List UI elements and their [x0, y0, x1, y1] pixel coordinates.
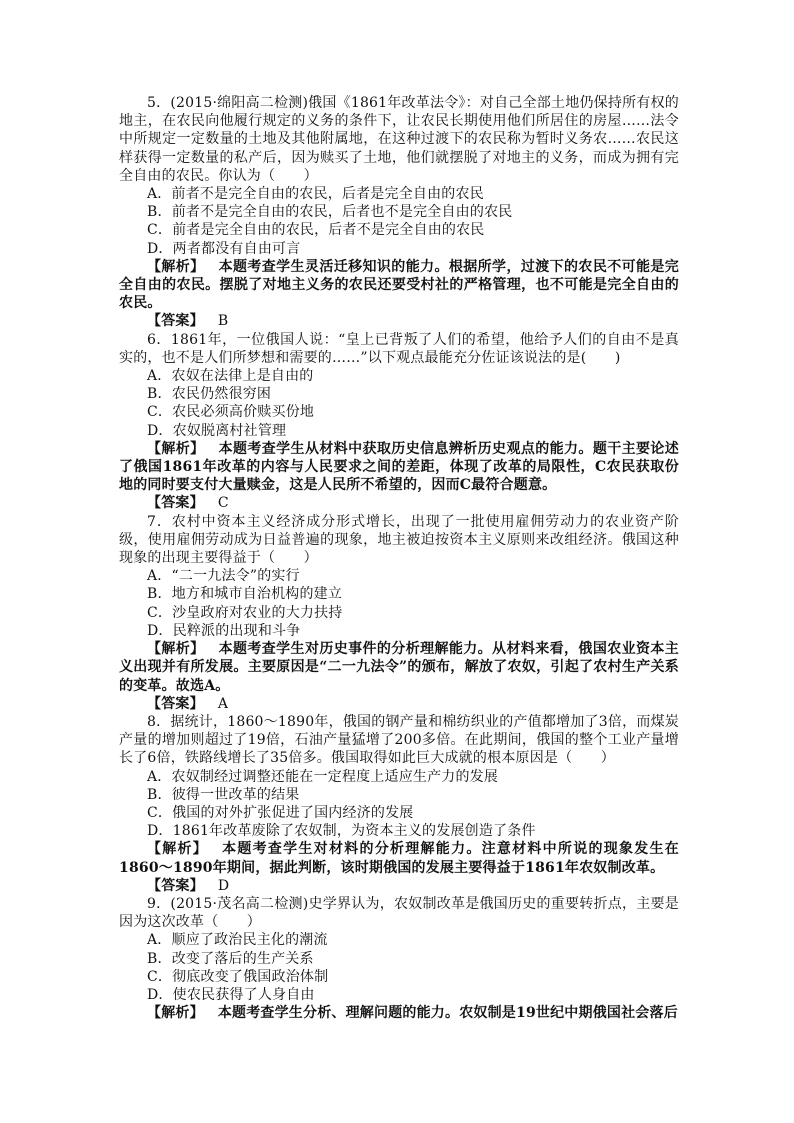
answer-value: C: [217, 495, 229, 512]
question-block: [119, 513, 679, 713]
option-b: B．地方和城市自治机构的建立: [147, 586, 343, 603]
analysis: [119, 640, 679, 695]
option-a: A．前者不是完全自由的农民，后者是完全自由的农民: [147, 186, 484, 203]
answer-label: 【答案】: [147, 695, 204, 712]
question-stem: 8．据统计，1860～1890年，俄国的钢产量和棉纺织业的产值都增加了3倍，而煤炭产量的增加则超过了19倍，石油产量猛增了200多倍。在此期间，俄国的整个工业产量增长了6倍，铁路线增长了35倍多。俄国取得如此巨大成就的根本原因是（ ）: [119, 713, 679, 767]
option-a: A．农奴在法律上是自由的: [147, 368, 314, 385]
answer: [119, 877, 679, 895]
analysis: [119, 258, 679, 313]
option-d: D．民粹派的出现和斗争: [147, 622, 301, 639]
option-d: D．两者都没有自由可言: [147, 240, 301, 257]
analysis-text: 本题考查学生对材料的分析理解能力。注意材料中所说的现象发生在1860～1890年期间，据此判断，该时期俄国的发展主要得益于1861年农奴制改革。: [119, 841, 679, 876]
question-stem: 7．农村中资本主义经济成分形式增长，出现了一批使用雇佣劳动力的农业资产阶级，使用雇佣劳动成为日益普遍的现象，地主被迫按资本主义原则来改组经济。俄国这种现象的出现主要得益于（ ）: [119, 513, 679, 567]
analysis-text: 本题考查学生灵活迁移知识的能力。根据所学，过渡下的农民不可能是完全自由的农民。摆脱了对地主义务的农民还要受村社的严格管理，也不可能是完全自由的农民。: [119, 258, 679, 312]
analysis-text: 本题考查学生从材料中获取历史信息辨析历史观点的能力。题干主要论述了俄国1861年改革的内容与人民要求之间的差距，体现了改革的局限性，C农民获取份地的同时要支付大量赎金，这是人民所不希望的，因而C最符合题意。: [119, 440, 679, 494]
question-stem: 5．(2015·绵阳高二检测)俄国《1861年改革法令》：对自己全部土地仍保持所有权的地主，在农民向他履行规定的义务的条件下，让农民长期使用他们所居住的房屋……法令中所规定一定数量的土地及其他附属地，在这种过渡下的农民称为暂时义务农……农民这样获得一定数量的私产后，因为赎买了土地，他们就摆脱了对地主的义务，而成为拥有完全自由的农民。你认为（ ）: [119, 95, 679, 184]
question-stem: 6．1861年，一位俄国人说：“皇上已背叛了人们的希望，他给予人们的自由不是真实的，也不是人们所梦想和需要的……”以下观点最能充分佐证该说法的是( ): [119, 331, 679, 366]
question-block: [119, 895, 679, 1022]
question-block: [119, 713, 679, 895]
option-b: B．改变了落后的生产关系: [147, 950, 314, 967]
answer-label: 【答案】: [147, 877, 204, 894]
analysis-label: 【解析】: [147, 641, 205, 658]
analysis-label: 【解析】: [147, 440, 205, 457]
document-page: [119, 94, 679, 1022]
answer-value: A: [217, 695, 229, 712]
analysis-text: 本题考查学生分析、理解问题的能力。农奴制是19世纪中期俄国社会落后: [217, 1005, 678, 1022]
option-d: D．农奴脱离村社管理: [147, 422, 287, 439]
option-b: B．前者不是完全自由的农民，后者也不是完全自由的农民: [147, 204, 513, 221]
answer-label: 【答案】: [147, 313, 204, 330]
analysis-label: 【解析】: [147, 258, 205, 275]
option-b: B．彼得一世改革的结果: [147, 786, 300, 803]
option-c: C．农民必须高价赎买份地: [147, 404, 315, 421]
option-c: C．前者是完全自由的农民，后者不是完全自由的农民: [147, 222, 485, 239]
question-block: [119, 331, 679, 513]
option-a: A．顺应了政治民主化的潮流: [147, 932, 328, 949]
analysis-label: 【解析】: [147, 841, 209, 858]
question-block: [119, 94, 679, 331]
answer: [119, 695, 679, 713]
analysis: [119, 840, 679, 876]
option-c: C．俄国的对外扩张促进了国内经济的发展: [147, 804, 414, 821]
option-c: C．沙皇政府对农业的大力扶持: [147, 604, 343, 621]
option-b: B．农民仍然很穷困: [147, 386, 272, 403]
question-stem: 9．(2015·茂名高二检测)史学界认为，农奴制改革是俄国历史的重要转折点，主要是因为这次改革（ ）: [119, 895, 679, 931]
option-a: A．“二一九法令”的实行: [147, 568, 300, 585]
answer-label: 【答案】: [147, 495, 204, 512]
answer-value: D: [217, 877, 230, 894]
analysis-label: 【解析】: [147, 1005, 204, 1022]
answer: [119, 494, 679, 512]
analysis: [119, 440, 679, 495]
answer-value: B: [217, 313, 229, 330]
option-c: C．彻底改变了俄国政治体制: [147, 968, 329, 985]
answer: [119, 312, 679, 330]
analysis-text: 本题考查学生对历史事件的分析理解能力。从材料来看，俄国农业资本主义出现并有所发展。主要原因是“二一九法令”的颁布，解放了农奴，引起了农村生产关系的变革。故选A。: [119, 641, 679, 694]
option-d: D．1861年改革废除了农奴制，为资本主义的发展创造了条件: [147, 823, 536, 840]
option-d: D．使农民获得了人身自由: [147, 986, 315, 1003]
analysis: [119, 1004, 679, 1022]
option-a: A．农奴制经过调整还能在一定程度上适应生产力的发展: [147, 768, 499, 785]
